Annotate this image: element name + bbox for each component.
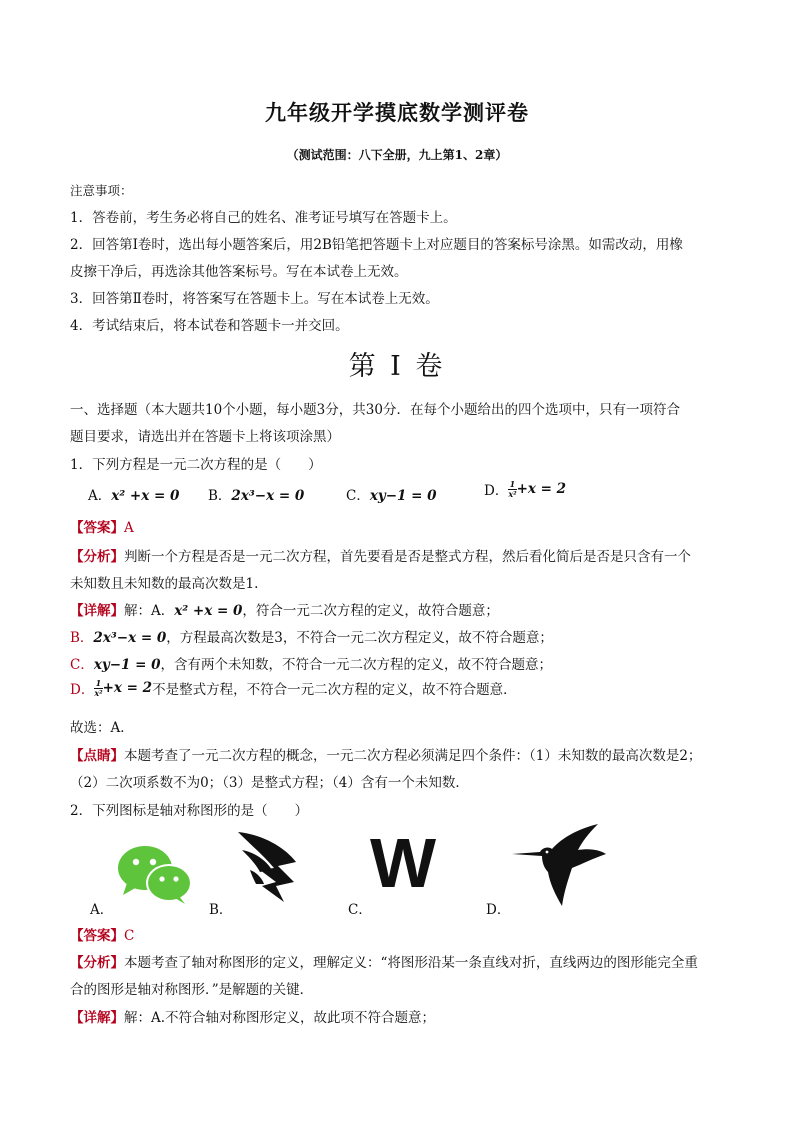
q1-stem: 1．下列方程是一元二次方程的是（ ）: [70, 457, 322, 473]
page-subtitle: （测试范围：八下全册，九上第1、2章）: [286, 148, 508, 162]
q1-option-d-math: +x = 2: [516, 481, 567, 497]
q1-analysis-text1: 判断一个方程是否是一元二次方程，首先要看是否是整式方程，然后看化简后是否是只含有一个: [124, 549, 691, 565]
q1-option-d-denominator: x²: [508, 488, 517, 499]
part1-intro-line2: 题目要求，请选出并在答题卡上将该项涂黑）: [70, 429, 340, 445]
q2-detail-tag: 【详解】: [70, 1010, 124, 1026]
q1-detail-c-math: xy−1 = 0: [93, 657, 161, 673]
q1-option-b-label: B．: [208, 488, 232, 504]
q1-detail-a: [70, 599, 499, 619]
q1-detail-c-text: ，含有两个未知数，不符合一元二次方程的定义，故不符合题意；: [160, 657, 553, 673]
section-title: 第 I 卷: [348, 351, 446, 382]
notes-item-1: 1．答卷前，考生务必将自己的姓名、准考证号填写在答题卡上。: [70, 210, 457, 226]
notes-heading: 注意事项：: [70, 183, 133, 198]
q1-option-b: [208, 484, 304, 504]
q2-detail-a-text: 解：A.不符合轴对称图形定义，故此项不符合题意；: [124, 1010, 436, 1026]
part1-intro-line1: 一、选择题（本大题共10个小题，每小题3分，共30分．在每个小题给出的四个选项中，只有一项符合: [70, 402, 680, 418]
q1-analysis-line2: 未知数且未知数的最高次数是1.: [70, 576, 259, 592]
q2-analysis-text1: 本题考查了轴对称图形的定义，理解定义：“将图形沿某一条直线对折，直线两边的图形能完全重: [124, 955, 698, 971]
q1-detail-c: [70, 653, 552, 673]
q1-analysis-tag: 【分析】: [70, 549, 124, 565]
q1-comment-tag: 【点睛】: [70, 748, 124, 764]
q1-option-d-numerator: 1: [509, 478, 516, 489]
notes-item-2-cont: 皮擦干净后，再选涂其他答案标号。写在本试卷上无效。: [70, 264, 408, 280]
q2-analysis-line2: 合的图形是轴对称图形．”是解题的关键．: [70, 982, 314, 998]
q2-analysis-line1: [70, 951, 698, 971]
q1-detail-a-text: ，符合一元二次方程的定义，故符合题意；: [242, 603, 499, 619]
q1-option-d-fraction: [508, 480, 516, 499]
q1-detail-d-numerator: 1: [95, 677, 102, 688]
q1-detail-d-fraction: [94, 679, 102, 698]
hummingbird-icon: [512, 824, 606, 906]
q1-option-a-label: A．: [88, 488, 112, 504]
q2-analysis-tag: 【分析】: [70, 955, 124, 971]
q2-option-d-label: D．: [486, 902, 511, 918]
q2-answer: [70, 924, 134, 944]
q1-detail-d-denominator: x²: [94, 687, 103, 698]
notes-item-3: 3．回答第Ⅱ卷时，将答案写在答题卡上。写在本试卷上无效。: [70, 291, 439, 307]
q1-detail-tag: 【详解】: [70, 603, 124, 619]
w-letter-logo: W: [370, 824, 435, 902]
q1-answer: [70, 516, 134, 536]
q2-stem: 2．下列图标是轴对称图形的是（ ）: [70, 803, 309, 819]
q1-option-d-label: D．: [484, 483, 509, 499]
q1-detail-b-math: 2x³−x = 0: [93, 630, 167, 646]
q2-option-b-label: B．: [209, 902, 233, 918]
q1-option-c-label: C．: [346, 488, 370, 504]
q1-detail-b-prefix: B．: [70, 630, 94, 646]
q1-choose: 故选：A．: [70, 720, 134, 736]
wing-logo-icon: [236, 830, 300, 904]
q2-detail-a: [70, 1006, 435, 1026]
q1-detail-b: [70, 626, 553, 646]
notes-item-4: 4．考试结束后，将本试卷和答题卡一并交回。: [70, 318, 349, 334]
q1-answer-value: A: [124, 520, 134, 536]
q1-detail-d-math: +x = 2: [102, 680, 153, 696]
q1-option-c-math: xy−1 = 0: [369, 488, 437, 504]
q1-option-b-math: 2x³−x = 0: [231, 488, 305, 504]
q1-option-c: [346, 484, 437, 504]
q1-comment-text1: 本题考查了一元二次方程的概念，一元二次方程必须满足四个条件：（1）未知数的最高次数是2；: [124, 748, 702, 764]
q1-detail-a-math: x² +x = 0: [174, 603, 243, 619]
q1-analysis-line1: [70, 545, 691, 565]
q2-answer-value: C: [124, 928, 135, 944]
q1-detail-d-text: 不是整式方程，不符合一元二次方程的定义，故不符合题意．: [152, 682, 517, 698]
q1-option-a-math: x² +x = 0: [111, 488, 180, 504]
q1-option-d: [484, 479, 566, 499]
q1-option-a: [88, 484, 179, 504]
notes-item-2: 2．回答第Ⅰ卷时，选出每小题答案后，用2B铅笔把答题卡上对应题目的答案标号涂黑。如需改动，用橡: [70, 237, 683, 253]
page-title: 九年级开学摸底数学测评卷: [265, 100, 529, 125]
q1-detail-d-prefix: D．: [70, 682, 95, 698]
wechat-icon: [117, 845, 193, 905]
q1-comment-line1: [70, 744, 701, 764]
q1-detail-a-prefix: 解：A．: [124, 603, 175, 619]
q1-detail-b-text: ，方程最高次数是3，不符合一元二次方程定义，故不符合题意；: [166, 630, 553, 646]
q1-detail-d: [70, 678, 517, 698]
q1-comment-line2: （2）二次项系数不为0；（3）是整式方程；（4）含有一个未知数．: [70, 775, 469, 791]
q2-answer-tag: 【答案】: [70, 928, 124, 944]
q1-answer-tag: 【答案】: [70, 520, 124, 536]
q1-detail-c-prefix: C．: [70, 657, 94, 673]
q2-option-a-label: A．: [90, 902, 114, 918]
q2-option-c-label: C．: [348, 902, 372, 918]
